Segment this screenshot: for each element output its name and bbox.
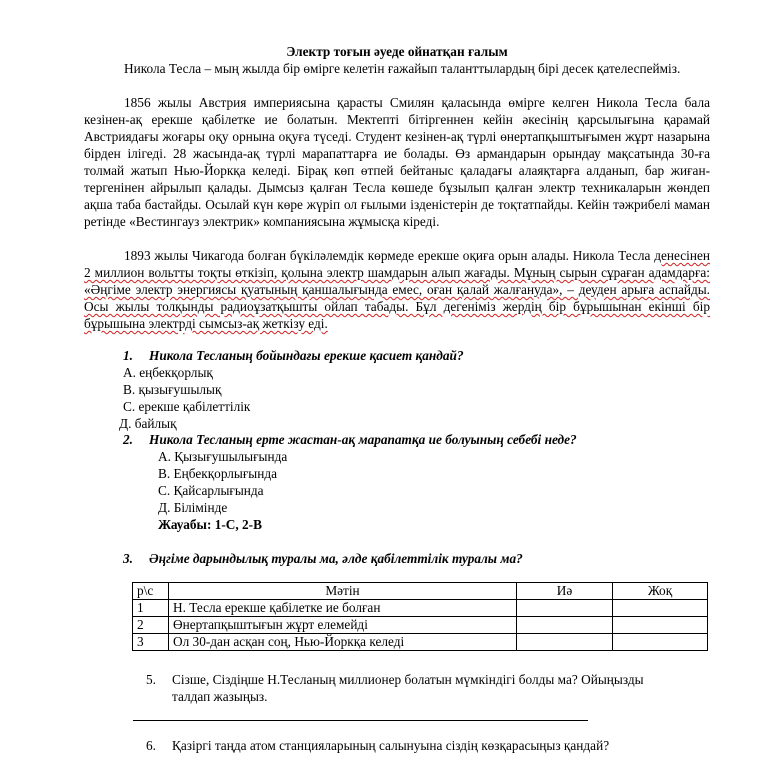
paragraph-3-start: 1893 жылы Чикагода болған бүкіләлемдік көрмеде ерекше оқиға орын алады. Никола Тесла [124, 248, 655, 263]
q2-answer: Жауабы: 1-С, 2-В [158, 517, 262, 532]
q1-option-d: Д. байлық [119, 416, 177, 431]
header-yes: Иә [517, 583, 613, 600]
paragraph-2: 1856 жылы Австрия империясына қарасты Смилян қаласында өмірге келген Никола Тесла бала кезінен-ақ ерекше қабілетке ие болатын. Мектепті бітіргеннен кейін әкесінің қарсылығына қарамай Австриядағы жоғары оқу орнына оқуға түседі. Студент кезінен-ақ түрлі өнертапқыштығымен жұрт назарына бірден ілігеді. 28 жасында-ақ түрлі марапаттарға ие болады. Өз армандарын орындау мақсатында 30-ға толмай жатып Нью-Йоркқа келеді. Бірақ көп өтпей бейтаныс қаладағы алаяқтарға алданып, бар жиған-тергенінен айрылып қалады. Дымсыз қалған Тесла көшеде бұзылып қалған электр техникаларын жөндеп ақша таба бастайды. Осылай күн көре жүріп ол ғылыми ізденістерін де тоқтатпайды. Кейін тәжрибелі маман ретінде «Вестингауз электрик» компаниясына жұмысқа кіреді. [84, 95, 710, 229]
question-5-continuation: талдап жазыңыз. [172, 689, 268, 704]
row-no-cell[interactable] [613, 600, 708, 617]
question-2-text: Никола Тесланың ерте жастан-ақ марапатқа ие болуының себебі неде? [149, 432, 577, 447]
question-5-text: Сізше, Сіздіңше Н.Тесланың миллионер болатын мүмкіндігі болды ма? Ойыңызды [172, 672, 644, 687]
header-text: Мәтін [169, 583, 517, 600]
q1-option-b: В. қызығушылық [123, 382, 222, 397]
q2-option-b: В. Еңбекқорлығында [158, 466, 278, 481]
row-yes-cell[interactable] [517, 600, 613, 617]
answer-line[interactable] [133, 720, 588, 721]
row-text: Өнертапқыштығын жұрт елемейді [169, 617, 517, 634]
answer-table [132, 582, 708, 651]
row-index: 1 [133, 600, 169, 617]
row-index: 3 [133, 634, 169, 651]
header-index: р\с [133, 583, 169, 600]
question-3-number: 3. [123, 551, 133, 566]
q1-option-c: С. ерекше қабілеттілік [123, 399, 251, 414]
question-1-text: Никола Тесланың бойындағы ерекше қасиет қандай? [149, 348, 464, 363]
question-6 [146, 737, 609, 754]
question-2 [123, 431, 577, 448]
table-header-row [133, 583, 708, 600]
table-row [133, 634, 708, 651]
row-text: Ол 30-дан асқан соң, Нью-Йоркқа келеді [169, 634, 517, 651]
question-2-number: 2. [123, 432, 133, 447]
question-1 [123, 347, 464, 364]
row-yes-cell[interactable] [517, 617, 613, 634]
spellcheck-marked-text: денесінен 2 миллион вольтты тоқты өткізіп, қолына электр шамдарын алып жағады. Мұның сырын сұраған адамдарға: «Әңгіме электр энергиясы қуатының қаншалығында емес, оған қалай жалғануда», – деуден арыға аспайды. Осы жылы толқынды радиоұзатқышты ойлап табады. Бұл дегеніміз жердің бір бұрышынан екінші бір бұрышына электрді сымсыз-ақ жеткізу еді. [84, 248, 710, 331]
question-6-text: Қазіргі таңда атом станцияларының салынуына сіздің көзқарасыңыз қандай? [172, 738, 610, 753]
q2-option-a: А. Қызығушылығында [158, 449, 288, 464]
header-no: Жоқ [613, 583, 708, 600]
question-3 [123, 550, 523, 567]
question-5-number: 5. [146, 672, 156, 687]
paragraph-3 [84, 247, 710, 332]
q2-option-c: С. Қайсарлығында [158, 483, 264, 498]
question-5 [146, 671, 644, 688]
question-1-number: 1. [123, 348, 133, 363]
table-row [133, 617, 708, 634]
row-yes-cell[interactable] [517, 634, 613, 651]
paragraph-1: Никола Тесла – мың жылда бір өмірге келетін ғажайып таланттылардың бірі десек қателеспейміз. [124, 61, 681, 76]
question-3-text: Әңгіме дарындылық туралы ма, әлде қабілеттілік туралы ма? [149, 551, 523, 566]
row-no-cell[interactable] [613, 617, 708, 634]
row-index: 2 [133, 617, 169, 634]
q1-option-a: А. еңбекқорлық [123, 365, 213, 380]
document-title: Электр тоғын әуеде ойнатқан ғалым [286, 44, 508, 59]
question-6-number: 6. [146, 738, 156, 753]
row-text: Н. Тесла ерекше қабілетке ие болған [169, 600, 517, 617]
table-row [133, 600, 708, 617]
q2-option-d: Д. Білімінде [158, 500, 228, 515]
row-no-cell[interactable] [613, 634, 708, 651]
